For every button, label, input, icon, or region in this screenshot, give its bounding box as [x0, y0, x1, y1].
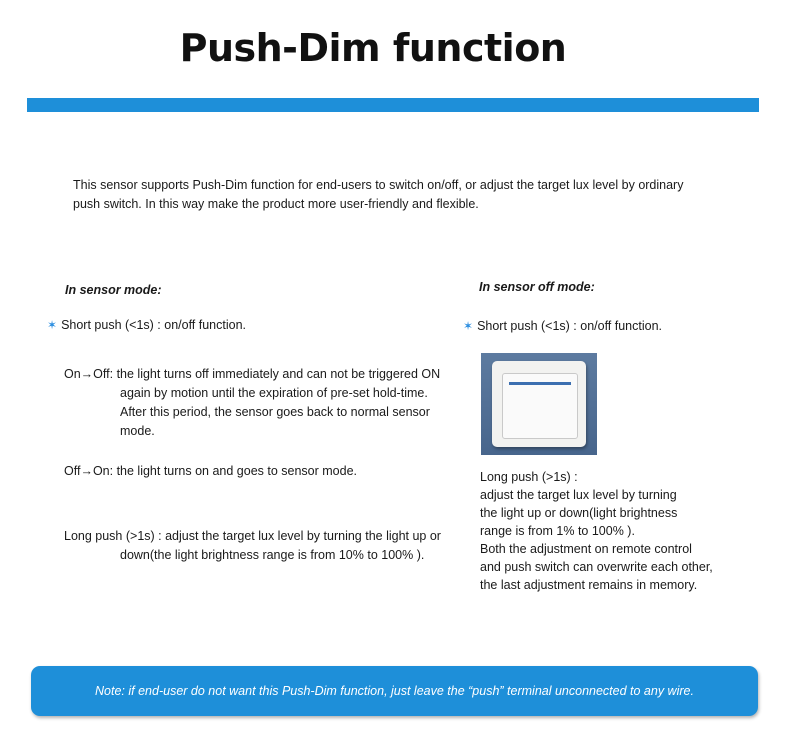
- intro-text: This sensor supports Push-Dim function for end-users to switch on/off, or adjust the target lux level by ordinary push switch. In this way make the product more user-friendly and flexible.: [73, 178, 684, 211]
- switch-rocker: [502, 373, 578, 439]
- note-banner: [31, 666, 758, 716]
- push-switch-image: [481, 353, 597, 455]
- long-push-line: and push switch can overwrite each other,: [480, 560, 713, 574]
- sensor-off-mode-heading: In sensor off mode:: [479, 280, 595, 294]
- long-push-line: Both the adjustment on remote control: [480, 542, 692, 556]
- long-push-line: the last adjustment remains in memory.: [480, 578, 698, 592]
- sensor-mode-heading: In sensor mode:: [65, 283, 162, 297]
- sensor-off-mode-short-push: [463, 319, 662, 333]
- sensor-mode-on-off: On→Off: the light turns off immediately and can not be triggered ON again by motion until the expiration of pre-set hold-time. After this period, the sensor goes back to normal sensor mode.: [64, 367, 441, 438]
- page-title: Push-Dim function: [179, 26, 567, 70]
- long-push-line: the light up or down(light brightness: [480, 506, 678, 520]
- note-text: Note: if end-user do not want this Push-Dim function, just leave the “push” terminal unconnected to any wire.: [95, 684, 694, 698]
- sensor-mode-short-push-text: Short push (<1s) : on/off function.: [61, 318, 247, 332]
- sensor-off-mode-short-push-text: Short push (<1s) : on/off function.: [477, 319, 663, 333]
- switch-indicator: [509, 382, 571, 385]
- sensor-mode-long-push: Long push (>1s) : adjust the target lux level by turning the light up or down(the light brightness range is from 10% to 100% ).: [64, 529, 441, 562]
- switch-plate: [492, 361, 586, 447]
- star-bullet-icon: ✶: [47, 318, 58, 332]
- long-push-line: range is from 1% to 100% ).: [480, 524, 635, 538]
- sensor-mode-off-on: Off→On: the light turns on and goes to sensor mode.: [64, 464, 357, 478]
- long-push-line: Long push (>1s) :: [480, 470, 578, 484]
- sensor-mode-short-push: [47, 318, 246, 332]
- star-bullet-icon: ✶: [463, 319, 474, 333]
- sensor-off-mode-long-push: [480, 468, 760, 594]
- long-push-line: adjust the target lux level by turning: [480, 488, 677, 502]
- title-divider: [27, 98, 759, 112]
